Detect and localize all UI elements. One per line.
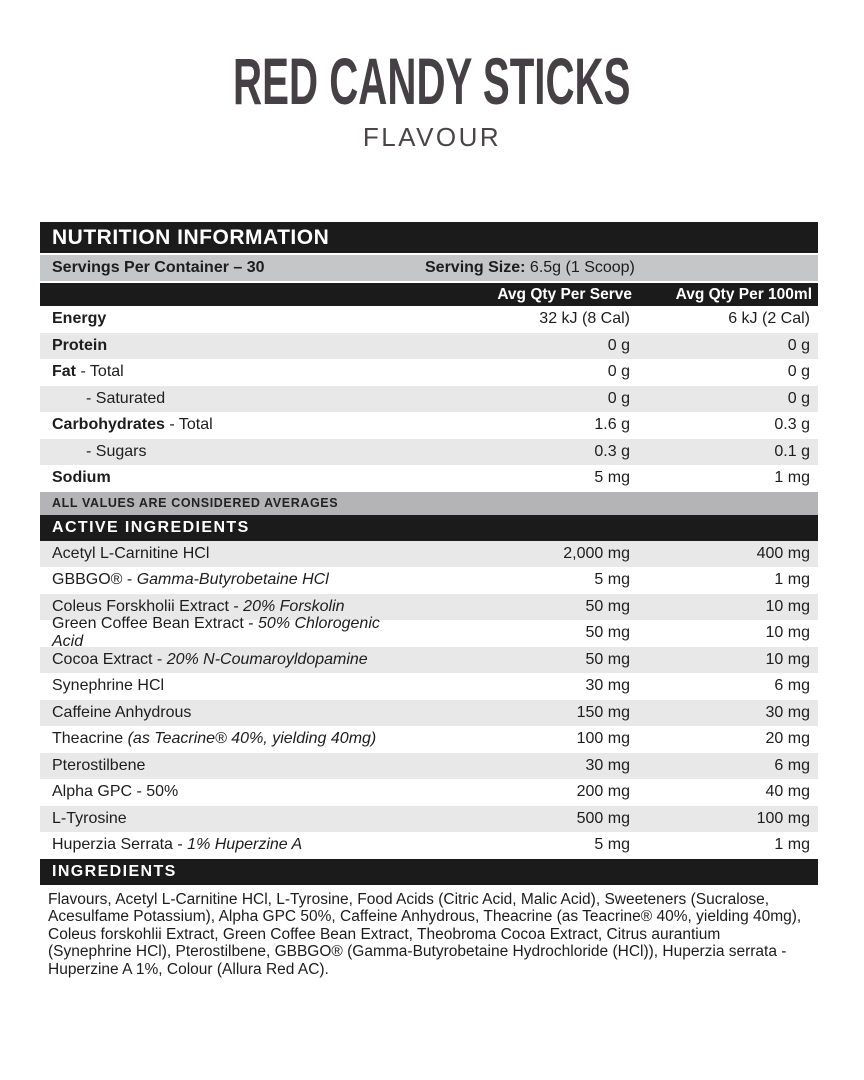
value-per-100ml: 10 mg [765,624,810,642]
value-per-serve: 0.3 g [594,442,630,460]
active-row-gbbgo: GBBGO® - Gamma-Butyrobetaine HCl 5 mg 1 mg [40,567,818,594]
nutrient-row-sodium [40,465,818,492]
brand-header [0,44,864,153]
value-per-100ml: 0 g [787,389,810,407]
value-per-100ml: 0 g [787,363,810,381]
value-per-serve: 30 mg [585,677,630,695]
value-per-100ml: 20 mg [765,730,810,748]
nutrient-row-fat-total: Fat - Total 0 g 0 g [40,359,818,386]
value-per-100ml: 10 mg [765,597,810,615]
value-per-serve: 50 mg [585,624,630,642]
value-per-100ml: 1 mg [774,836,810,854]
value-per-serve: 100 mg [576,730,630,748]
active-name: Acetyl L-Carnitine HCl [52,544,210,562]
product-flavour-title: RED CANDY STICKS [233,44,631,118]
nutrient-label: Protein [52,336,108,354]
value-per-serve: 50 mg [585,597,630,615]
nutrient-row-fat-saturated: - Saturated 0 g 0 g [40,386,818,413]
active-name: GBBGO® - [52,571,137,589]
active-name: L-Tyrosine [52,809,127,827]
value-per-serve: 5 mg [594,836,630,854]
serving-size-label: Serving Size: [425,259,526,276]
active-name: Caffeine Anhydrous [52,703,192,721]
active-row-alpha-gpc [40,779,818,806]
nutrient-label: Carbohydrates [52,416,165,434]
nutrient-row-carbohydrates-total: Carbohydrates - Total 1.6 g 0.3 g [40,412,818,439]
active-name: Theacrine [52,730,128,748]
active-name: Alpha GPC - 50% [52,783,179,801]
serving-info-row [40,255,818,281]
value-per-serve: 1.6 g [594,416,630,434]
value-per-100ml: 6 mg [774,677,810,695]
value-per-serve: 2,000 mg [563,544,630,562]
active-row-green-coffee-bean: Green Coffee Bean Extract - 50% Chlorogenic Acid 50 mg 10 mg [40,620,818,647]
value-per-serve: 30 mg [585,756,630,774]
active-row-huperzia-serrata: Huperzia Serrata - 1% Huperzine A 5 mg 1 mg [40,832,818,859]
value-per-serve: 5 mg [594,469,630,487]
active-row-l-tyrosine [40,806,818,833]
value-per-serve: 200 mg [576,783,630,801]
value-per-100ml: 1 mg [774,469,810,487]
value-per-serve: 150 mg [576,703,630,721]
nutrition-information-header: NUTRITION INFORMATION [40,222,818,253]
active-row-cocoa-extract: Cocoa Extract - 20% N-Coumaroyldopamine 50 mg 10 mg [40,647,818,674]
active-row-theacrine: Theacrine (as Teacrine® 40%, yielding 40mg) 100 mg 20 mg [40,726,818,753]
nutrient-label: Fat [52,363,76,381]
active-row-pterostilbene [40,753,818,780]
ingredients-header: INGREDIENTS [40,859,818,885]
value-per-100ml: 10 mg [765,650,810,668]
active-name: Green Coffee Bean Extract - [52,615,259,633]
active-row-caffeine-anhydrous [40,700,818,727]
serving-size [425,259,818,277]
value-per-serve: 5 mg [594,571,630,589]
value-per-100ml: 0.3 g [774,416,810,434]
averages-note: ALL VALUES ARE CONSIDERED AVERAGES [40,492,818,515]
value-per-serve: 32 kJ (8 Cal) [539,310,630,328]
value-per-100ml: 6 kJ (2 Cal) [728,310,810,328]
ingredients-paragraph: Flavours, Acetyl L-Carnitine HCl, L-Tyrosine, Food Acids (Citric Acid, Malic Acid), Sweeteners (Sucralose, Acesulfame Potassium), Alpha GPC 50%, Caffeine Anhydrous, Theacrine (as Teacrine® 40%, yielding 40mg), Coleus forskohlii Extract, Green Coffee Bean Extract, Theobroma Cocoa Extract, Citrus aurantium (Synephrine HCl), Pterostilbene, GBBGO® (Gamma-Butyrobetaine Hydrochloride (HCl)), Huperzia serrata - Huperzine A 1%, Colour (Allura Red AC). [48,890,802,978]
value-per-100ml: 6 mg [774,756,810,774]
value-per-serve: 0 g [607,363,630,381]
value-per-serve: 0 g [607,336,630,354]
active-name: Synephrine HCl [52,677,165,695]
nutrient-row-protein [40,333,818,360]
active-row-coleus-forskholii: Coleus Forskholii Extract - 20% Forskolin 50 mg 10 mg [40,594,818,621]
value-per-serve: 500 mg [576,809,630,827]
serving-size-value: 6.5g (1 Scoop) [525,259,635,276]
nutrition-panel [40,222,818,978]
value-per-100ml: 1 mg [774,571,810,589]
column-header-per-100ml: Avg Qty Per 100ml [675,285,812,303]
value-per-100ml: 30 mg [765,703,810,721]
active-name: Coleus Forskholii Extract - [52,597,244,615]
active-row-synephrine [40,673,818,700]
servings-per-container: Servings Per Container – 30 [52,259,265,276]
value-per-100ml: 400 mg [756,544,810,562]
column-header-row [40,283,818,306]
nutrient-label: Energy [52,310,107,328]
active-name: Pterostilbene [52,756,146,774]
column-header-per-serve: Avg Qty Per Serve [497,285,632,303]
value-per-serve: 50 mg [585,650,630,668]
nutrient-row-energy [40,306,818,333]
active-row-acetyl-l-carnitine [40,541,818,568]
value-per-serve: 0 g [607,389,630,407]
active-ingredients-header: ACTIVE INGREDIENTS [40,515,818,541]
value-per-100ml: 40 mg [765,783,810,801]
nutrient-label: Sodium [52,469,111,487]
nutrient-row-sugars: - Sugars 0.3 g 0.1 g [40,439,818,466]
active-name: Cocoa Extract - [52,650,167,668]
value-per-100ml: 100 mg [756,809,810,827]
value-per-100ml: 0 g [787,336,810,354]
flavour-subtitle: FLAVOUR [362,122,502,152]
value-per-100ml: 0.1 g [774,442,810,460]
active-name: Huperzia Serrata - [52,836,188,854]
